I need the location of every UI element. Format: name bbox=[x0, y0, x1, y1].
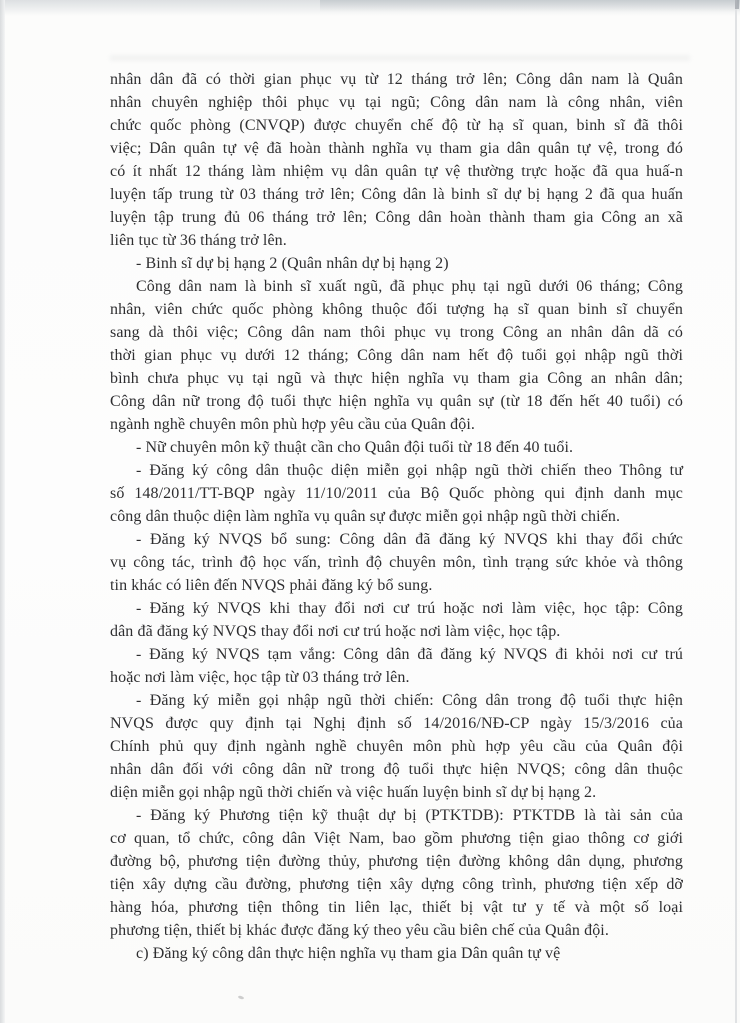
text-line: việc; Dân quân tự vệ đã hoàn thành nghĩa vụ tham gia dân quân tự vệ, trong đó bbox=[110, 140, 683, 157]
text-line: diện miễn gọi nhập ngũ thời chiến và việc huấn luyện binh sĩ dự bị hạng 2. bbox=[110, 784, 597, 801]
scan-shadow-top bbox=[0, 0, 740, 16]
text-line: sang dà thôi việc; Công dân nam thôi phục vụ trong Công an nhân dân dã có bbox=[110, 324, 683, 341]
text-line: luyện tập trung đủ 06 tháng trở lên; Công dân hoàn thành tham gia Công an xã bbox=[110, 209, 683, 226]
text-line: phương tiện, thiết bị khác được đăng ký theo yêu cầu biên chế của Quân đội. bbox=[110, 922, 609, 939]
document-text bbox=[110, 68, 683, 965]
text-line: dân đã đăng ký NVQS thay đổi nơi cư trú hoặc nơi làm việc, học tập. bbox=[110, 623, 561, 640]
text-line: Công dân nữ trong độ tuổi thực hiện nghĩa vụ quân sự (từ 18 đến hết 40 tuổi) có bbox=[110, 393, 683, 410]
text-line: - Đăng ký miễn gọi nhập ngũ thời chiến: Công dân trong độ tuổi thực hiện bbox=[136, 692, 683, 709]
text-line: chức quốc phòng (CNVQP) được chuyển chế độ từ hạ sĩ quan, binh sĩ đã thôi bbox=[110, 117, 683, 134]
scan-speck-bottom bbox=[238, 995, 245, 1000]
paragraph bbox=[110, 459, 683, 528]
text-line: NVQS được quy định tại Nghị định số 14/2016/NĐ-CP ngày 15/3/2016 của bbox=[110, 715, 683, 732]
paragraph bbox=[110, 597, 683, 643]
paragraph bbox=[110, 689, 683, 804]
text-line: thời gian phục vụ dưới 12 tháng; Công dân nam hết độ tuổi gọi nhập ngũ thời bbox=[110, 347, 683, 364]
text-line: Công dân nam là binh sĩ xuất ngũ, đã phục phụ tại ngũ dưới 06 tháng; Công bbox=[136, 278, 683, 295]
text-line: nhân dân đã có thời gian phục vụ từ 12 tháng trở lên; Công dân nam là Quân bbox=[110, 71, 683, 88]
scan-edge-right bbox=[735, 0, 737, 1023]
text-line: hàng hóa, phương tiện thông tin liên lạc, thiết bị vật tư y tế và một số loại bbox=[110, 899, 683, 916]
text-line: - Đăng ký NVQS khi thay đổi nơi cư trú hoặc nơi làm việc, học tập: Công bbox=[136, 600, 683, 617]
text-line: liên tục từ 36 tháng trở lên. bbox=[110, 232, 287, 249]
paragraph bbox=[110, 436, 683, 459]
paragraph bbox=[110, 275, 683, 436]
text-line: đường bộ, phương tiện đường thủy, phương tiện đường không dân dụng, phương bbox=[110, 853, 683, 870]
text-line: bình chưa phục vụ tại ngũ và thực hiện nghĩa vụ tham gia Công an nhân dân; bbox=[110, 370, 683, 387]
text-line: hoặc nơi làm việc, học tập từ 03 tháng trở lên. bbox=[110, 669, 410, 686]
paragraph bbox=[110, 942, 683, 965]
text-line: - Đăng ký công dân thuộc diện miễn gọi nhập ngũ thời chiến theo Thông tư bbox=[136, 462, 683, 479]
text-line: - Đăng ký NVQS bổ sung: Công dân đã đăng ký NVQS khi thay đổi chức bbox=[136, 531, 683, 548]
text-line: ngành nghề chuyên môn phù hợp yêu cầu của Quân đội. bbox=[110, 416, 476, 433]
scan-speck-top-right bbox=[735, 0, 739, 9]
text-line: có ít nhất 12 tháng làm nhiệm vụ dân quân tự vệ thường trực hoặc đã qua huấ-n bbox=[110, 163, 683, 180]
text-line: - Đăng ký NVQS tạm vắng: Công dân đã đăng ký NVQS đi khỏi nơi cư trú bbox=[136, 646, 683, 663]
text-line: - Đăng ký Phương tiện kỹ thuật dự bị (PTKTDB): PTKTDB là tài sản của bbox=[136, 807, 683, 824]
text-line: cơ quan, tổ chức, công dân Việt Nam, bao gồm phương tiện giao thông cơ giới bbox=[110, 830, 683, 847]
scan-shadow-top-right bbox=[320, 0, 740, 12]
text-line: luyện tấp trung từ 03 tháng trở lên; Công dân là binh sĩ dự bị hạng 2 đã qua huấn bbox=[110, 186, 683, 203]
text-line: Chính phủ quy định ngành nghề chuyên môn phù hợp yêu cầu của Quân đội bbox=[110, 738, 683, 755]
text-line: nhân dân đối với công dân nữ trong độ tuổi thực hiện NVQS; công dân thuộc bbox=[110, 761, 683, 778]
text-line: vụ công tác, trình độ học vấn, trình độ chuyên môn, tình trạng sức khỏe và thông bbox=[110, 554, 683, 571]
text-line: số 148/2011/TT-BQP ngày 11/10/2011 của Bộ Quốc phòng qui định danh mục bbox=[110, 485, 683, 502]
paragraph bbox=[110, 528, 683, 597]
text-line: công dân thuộc diện làm nghĩa vụ quân sự được miễn gọi nhập ngũ thời chiến. bbox=[110, 508, 621, 525]
paragraph bbox=[110, 68, 683, 252]
text-line: tiện xây dựng cầu đường, phương tiện xây dựng công trình, phương tiện xếp dỡ bbox=[110, 876, 683, 893]
text-line: - Binh sĩ dự bị hạng 2 (Quân nhân dự bị hạng 2) bbox=[136, 255, 449, 272]
text-line: c) Đăng ký công dân thực hiện nghĩa vụ tham gia Dân quân tự vệ bbox=[136, 945, 561, 962]
text-line: - Nữ chuyên môn kỹ thuật cần cho Quân đội tuổi từ 18 đến 40 tuổi. bbox=[136, 439, 574, 456]
paragraph bbox=[110, 804, 683, 942]
paragraph bbox=[110, 252, 683, 275]
text-line: nhân, viên chức quốc phòng không thuộc đối tượng hạ sĩ quan binh sĩ chuyển bbox=[110, 301, 683, 318]
paragraph bbox=[110, 643, 683, 689]
text-line: tin khác có liên đến NVQS phải đăng ký bổ sung. bbox=[110, 577, 433, 594]
text-line: nhân chuyên nghiệp thôi phục vụ tại ngũ; Công dân nam là công nhân, viên bbox=[110, 94, 683, 111]
scan-edge-left bbox=[0, 0, 5, 1023]
scan-smudge bbox=[110, 55, 690, 61]
